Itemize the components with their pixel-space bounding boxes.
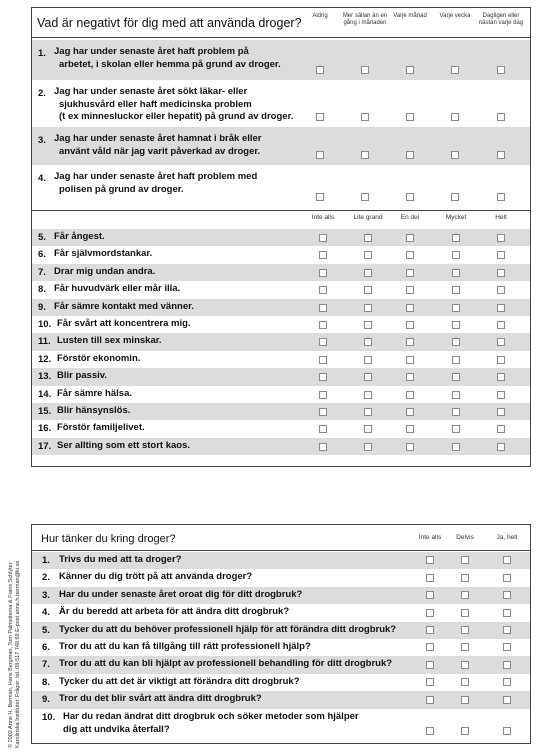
answer-checkbox[interactable]: [364, 304, 372, 312]
answer-checkbox[interactable]: [451, 193, 459, 201]
item-text: Förstör familjelivet.: [57, 422, 145, 434]
answer-checkbox[interactable]: [461, 643, 469, 651]
item-row: [32, 674, 530, 691]
answer-checkbox[interactable]: [406, 66, 414, 74]
answer-checkbox[interactable]: [406, 408, 414, 416]
item-number: 5.: [42, 624, 50, 636]
answer-checkbox[interactable]: [316, 151, 324, 159]
item-number: 3.: [42, 589, 50, 601]
item-number: 12.: [38, 353, 52, 365]
answer-checkbox[interactable]: [319, 391, 327, 399]
item-text: Förstör ekonomin.: [57, 352, 141, 364]
answer-checkbox[interactable]: [497, 408, 505, 416]
answer-checkbox[interactable]: [316, 193, 324, 201]
answer-checkbox[interactable]: [361, 113, 369, 121]
question-text-line: polisen på grund av droger.: [59, 183, 184, 195]
item-row: [32, 552, 530, 569]
answer-checkbox[interactable]: [452, 234, 460, 242]
answer-checkbox[interactable]: [461, 556, 469, 564]
answer-checkbox[interactable]: [426, 678, 434, 686]
answer-checkbox[interactable]: [497, 425, 505, 433]
item-row: [32, 403, 530, 420]
item-text: Får sämre kontakt med vänner.: [54, 300, 194, 312]
answer-checkbox[interactable]: [461, 696, 469, 704]
answer-checkbox[interactable]: [406, 269, 414, 277]
question-number: 3.: [38, 135, 46, 146]
answer-checkbox[interactable]: [497, 286, 505, 294]
item-row: [32, 420, 530, 437]
section-divider: [32, 210, 530, 211]
frequency-column-header: Varje månad: [393, 13, 427, 19]
dudit-e-section-2: [31, 524, 531, 744]
answer-checkbox[interactable]: [452, 321, 460, 329]
answer-checkbox[interactable]: [316, 113, 324, 121]
item-text: Får självmordstankar.: [54, 248, 153, 260]
frequency-column-header: Dagligen eller nästan varje dag: [478, 13, 524, 26]
answer-checkbox[interactable]: [452, 443, 460, 451]
answer-checkbox[interactable]: [364, 234, 372, 242]
answer-checkbox[interactable]: [426, 556, 434, 564]
question-row: [32, 165, 530, 207]
question-text-line: arbetet, i skolan eller hemma på grund av droger.: [59, 58, 281, 70]
answer-checkbox[interactable]: [406, 338, 414, 346]
item-row: [32, 386, 530, 403]
answer-checkbox[interactable]: [503, 696, 511, 704]
item-text-line: Känner du dig trött på att använda droger?: [59, 571, 253, 583]
frequency-column-header: Aldrig: [312, 13, 328, 19]
answer-checkbox[interactable]: [364, 425, 372, 433]
question-text-line: Jag har under senaste året hamnat i bråk eller: [54, 133, 262, 144]
answer-checkbox[interactable]: [461, 727, 469, 735]
item-row: [32, 299, 530, 316]
item-row: [32, 438, 530, 455]
answer-checkbox[interactable]: [426, 574, 434, 582]
answer-checkbox[interactable]: [452, 286, 460, 294]
item-number: 7.: [42, 659, 50, 671]
answer-checkbox[interactable]: [319, 356, 327, 364]
degree-column-header: Lite grand: [353, 214, 383, 221]
item-number: 17.: [38, 440, 52, 452]
answer-checkbox[interactable]: [319, 286, 327, 294]
answer-checkbox[interactable]: [503, 678, 511, 686]
item-row: [32, 587, 530, 604]
answer-checkbox[interactable]: [452, 338, 460, 346]
question-row: [32, 80, 530, 127]
item-row: [32, 264, 530, 281]
section2-title: Hur tänker du kring droger?: [41, 533, 176, 545]
item-row: [32, 569, 530, 586]
contact-line: Karolinska Institutet: Frågor: tel. 08-517 748 69 E-post anne.h.berman@ki.se: [14, 560, 21, 748]
answer-checkbox[interactable]: [406, 286, 414, 294]
answer-checkbox[interactable]: [406, 425, 414, 433]
dudit-e-section-1: [31, 7, 531, 467]
answer-checkbox[interactable]: [319, 234, 327, 242]
answer-checkbox[interactable]: [319, 251, 327, 259]
answer-checkbox[interactable]: [426, 643, 434, 651]
question-text-line: använt våld när jag varit påverkad av droger.: [59, 145, 261, 157]
answer-checkbox[interactable]: [497, 151, 505, 159]
answer-checkbox[interactable]: [406, 443, 414, 451]
question-text-line: Jag har under senaste året haft problem med: [54, 171, 258, 182]
answer-checkbox[interactable]: [406, 234, 414, 242]
answer-checkbox[interactable]: [497, 304, 505, 312]
item-row: [32, 316, 530, 333]
agreement-column-header: Ja, helt: [496, 534, 518, 541]
answer-checkbox[interactable]: [426, 626, 434, 634]
answer-checkbox[interactable]: [364, 286, 372, 294]
answer-checkbox[interactable]: [364, 338, 372, 346]
item-row: [32, 368, 530, 385]
answer-checkbox[interactable]: [497, 113, 505, 121]
answer-checkbox[interactable]: [503, 661, 511, 669]
item-text: Får huvudvärk eller mår illa.: [54, 283, 181, 295]
item-number: 4.: [42, 607, 50, 619]
agreement-column-header: Delvis: [456, 534, 474, 541]
question-number: 1.: [38, 48, 46, 59]
item-row: [32, 639, 530, 656]
answer-checkbox[interactable]: [503, 556, 511, 564]
answer-checkbox[interactable]: [319, 338, 327, 346]
item-row: [32, 622, 530, 639]
question-row: [32, 40, 530, 80]
item-text-line: Tror du att du kan bli hjälpt av professionell behandling för ditt drogbruk?: [59, 658, 393, 670]
answer-checkbox[interactable]: [406, 373, 414, 381]
item-number: 6.: [38, 249, 46, 261]
answer-checkbox[interactable]: [497, 321, 505, 329]
answer-checkbox[interactable]: [406, 193, 414, 201]
copyright-line: © 2002 Anne H. Berman, Hans Bergman, Tom Palmstierna & Frans Schlyter: [8, 562, 14, 748]
answer-checkbox[interactable]: [452, 373, 460, 381]
item-number: 1.: [42, 555, 50, 566]
answer-checkbox[interactable]: [319, 373, 327, 381]
item-text: Får sämre hälsa.: [57, 387, 132, 399]
item-number: 16.: [38, 423, 52, 435]
frequency-column-header: Mer sällan än en gång i månaden: [342, 13, 388, 26]
item-row: [32, 691, 530, 708]
question-text-line: Jag har under senaste året sökt läkar- eller: [54, 86, 248, 97]
item-text: Lusten till sex minskar.: [57, 335, 162, 347]
item-text-line: Trivs du med att ta droger?: [59, 554, 182, 565]
item-text: Får ångest.: [54, 231, 105, 242]
question-text-line: (t ex minnesluckor eller hepatit) på grund av droger.: [59, 111, 294, 122]
answer-checkbox[interactable]: [319, 443, 327, 451]
answer-checkbox[interactable]: [426, 609, 434, 617]
item-number: 11.: [38, 336, 51, 348]
answer-checkbox[interactable]: [426, 661, 434, 669]
answer-checkbox[interactable]: [319, 304, 327, 312]
answer-checkbox[interactable]: [497, 356, 505, 364]
item-number: 15.: [38, 406, 52, 417]
item-number: 10.: [38, 319, 52, 330]
item-text: Blir passiv.: [57, 370, 107, 382]
item-number: 13.: [38, 371, 52, 383]
answer-checkbox[interactable]: [452, 356, 460, 364]
agreement-column-header: Inte alls: [418, 534, 442, 541]
question-number: 2.: [38, 88, 46, 99]
item-number: 9.: [42, 694, 50, 706]
answer-checkbox[interactable]: [497, 391, 505, 399]
answer-checkbox[interactable]: [406, 321, 414, 329]
item-row: [32, 656, 530, 673]
item-text-line: Tycker du att du behöver professionell hjälp för att förändra ditt drogbruk?: [59, 623, 397, 635]
answer-checkbox[interactable]: [461, 591, 469, 599]
item-number: 6.: [42, 642, 50, 653]
answer-checkbox[interactable]: [461, 661, 469, 669]
answer-checkbox[interactable]: [406, 113, 414, 121]
answer-checkbox[interactable]: [364, 356, 372, 364]
item-row: [32, 333, 530, 350]
item-text-line: Tror du det blir svårt att ändra ditt drogbruk?: [59, 693, 262, 705]
question-row: [32, 127, 530, 165]
item-text-line: Tror du att du kan få tillgång till rätt professionell hjälp?: [59, 641, 311, 652]
item-row: [32, 709, 530, 740]
answer-checkbox[interactable]: [452, 408, 460, 416]
item-text-line: Har du redan ändrat ditt drogbruk och söker metoder som hjälper: [63, 710, 359, 722]
item-row: [32, 246, 530, 263]
item-text-line: Är du beredd att arbeta för att ändra ditt drogbruk?: [59, 606, 290, 618]
answer-checkbox[interactable]: [364, 408, 372, 416]
degree-column-header: Mycket: [445, 214, 467, 221]
answer-checkbox[interactable]: [497, 193, 505, 201]
answer-checkbox[interactable]: [503, 626, 511, 634]
item-row: [32, 281, 530, 298]
item-number: 8.: [42, 676, 50, 688]
item-text: Drar mig undan andra.: [54, 265, 156, 277]
answer-checkbox[interactable]: [319, 321, 327, 329]
answer-checkbox[interactable]: [361, 193, 369, 201]
frequency-column-header: Varje vecka: [439, 13, 471, 19]
answer-checkbox[interactable]: [497, 269, 505, 277]
answer-checkbox[interactable]: [361, 66, 369, 74]
section1-title: Vad är negativt för dig med att använda droger?: [37, 16, 302, 30]
item-row: [32, 604, 530, 621]
answer-checkbox[interactable]: [406, 151, 414, 159]
copyright-note: [8, 473, 21, 748]
answer-checkbox[interactable]: [503, 727, 511, 735]
degree-column-header: Inte alls: [311, 214, 335, 221]
answer-checkbox[interactable]: [319, 408, 327, 416]
item-number: 10.: [42, 711, 56, 723]
item-row: [32, 229, 530, 246]
answer-checkbox[interactable]: [451, 113, 459, 121]
degree-column-header: Helt: [495, 214, 507, 221]
answer-checkbox[interactable]: [316, 66, 324, 74]
answer-checkbox[interactable]: [364, 251, 372, 259]
answer-checkbox[interactable]: [497, 234, 505, 242]
answer-checkbox[interactable]: [426, 696, 434, 704]
item-text-line: dig att undvika återfall?: [63, 723, 170, 735]
answer-checkbox[interactable]: [364, 321, 372, 329]
answer-checkbox[interactable]: [406, 356, 414, 364]
answer-checkbox[interactable]: [319, 425, 327, 433]
question-text-line: sjukhusvård eller haft medicinska problem: [59, 98, 252, 110]
answer-checkbox[interactable]: [364, 269, 372, 277]
item-text: Ser allting som ett stort kaos.: [57, 439, 191, 451]
item-number: 8.: [38, 284, 46, 296]
answer-checkbox[interactable]: [503, 574, 511, 582]
answer-checkbox[interactable]: [406, 391, 414, 399]
item-text-line: Tycker du att det är viktigt att förändra ditt drogbruk?: [59, 675, 300, 687]
answer-checkbox[interactable]: [461, 609, 469, 617]
answer-checkbox[interactable]: [361, 151, 369, 159]
item-text-line: Har du under senaste året oroat dig för ditt drogbruk?: [59, 588, 303, 600]
question-number: 4.: [38, 173, 46, 184]
answer-checkbox[interactable]: [452, 251, 460, 259]
answer-checkbox[interactable]: [426, 727, 434, 735]
answer-checkbox[interactable]: [497, 443, 505, 451]
item-number: 7.: [38, 266, 46, 278]
item-row: [32, 351, 530, 368]
answer-checkbox[interactable]: [461, 678, 469, 686]
item-number: 14.: [38, 388, 52, 400]
item-text: Får svårt att koncentrera mig.: [57, 318, 191, 329]
item-text: Blir hänsynslös.: [57, 405, 131, 416]
answer-checkbox[interactable]: [497, 66, 505, 74]
answer-checkbox[interactable]: [406, 304, 414, 312]
degree-column-header: En del: [400, 214, 420, 221]
item-number: 5.: [38, 232, 46, 243]
answer-checkbox[interactable]: [452, 269, 460, 277]
answer-checkbox[interactable]: [497, 251, 505, 259]
answer-checkbox[interactable]: [364, 391, 372, 399]
answer-checkbox[interactable]: [461, 574, 469, 582]
item-number: 9.: [38, 301, 46, 313]
answer-checkbox[interactable]: [452, 304, 460, 312]
item-number: 2.: [42, 572, 50, 584]
answer-checkbox[interactable]: [451, 151, 459, 159]
answer-checkbox[interactable]: [364, 373, 372, 381]
answer-checkbox[interactable]: [451, 66, 459, 74]
answer-checkbox[interactable]: [406, 251, 414, 259]
answer-checkbox[interactable]: [364, 443, 372, 451]
answer-checkbox[interactable]: [461, 626, 469, 634]
answer-checkbox[interactable]: [497, 338, 505, 346]
answer-checkbox[interactable]: [497, 373, 505, 381]
answer-checkbox[interactable]: [426, 591, 434, 599]
answer-checkbox[interactable]: [452, 425, 460, 433]
answer-checkbox[interactable]: [503, 591, 511, 599]
question-text-line: Jag har under senaste året haft problem på: [54, 46, 249, 57]
answer-checkbox[interactable]: [503, 643, 511, 651]
answer-checkbox[interactable]: [452, 391, 460, 399]
answer-checkbox[interactable]: [319, 269, 327, 277]
answer-checkbox[interactable]: [503, 609, 511, 617]
